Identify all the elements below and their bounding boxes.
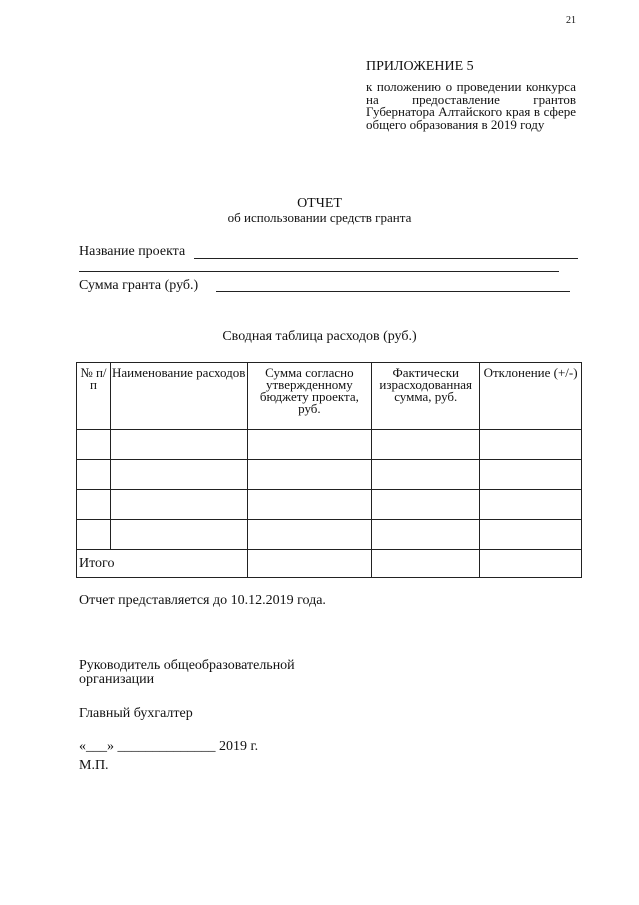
table-row	[77, 460, 582, 490]
date-line: «___» ______________ 2019 г.	[79, 739, 259, 754]
table-row	[77, 430, 582, 460]
table-cell	[480, 430, 582, 460]
appendix-title: ПРИЛОЖЕНИЕ 5	[366, 59, 474, 74]
head-signature-label: Руководитель общеобразовательной организации	[79, 658, 295, 687]
grant-sum-label: Сумма гранта (руб.)	[79, 278, 199, 293]
col-header-expense-name: Наименование расходов	[110, 363, 247, 430]
table-row	[77, 490, 582, 520]
expenses-table	[76, 362, 582, 578]
table-header-row	[77, 363, 582, 430]
table-cell	[372, 550, 480, 578]
table-cell	[77, 430, 111, 460]
table-cell	[480, 460, 582, 490]
project-name-row	[79, 244, 185, 260]
table-cell	[372, 430, 480, 460]
table-cell	[77, 490, 111, 520]
table-cell	[77, 520, 111, 550]
col-header-deviation: Отклонение (+/-)	[480, 363, 582, 430]
table-cell	[247, 550, 372, 578]
seal-label: М.П.	[79, 758, 109, 773]
table-cell	[480, 520, 582, 550]
project-name-line	[194, 258, 578, 259]
report-subtitle: об использовании средств гранта	[227, 210, 412, 225]
table-cell	[480, 550, 582, 578]
report-title: ОТЧЕТ	[297, 196, 342, 211]
table-cell	[372, 490, 480, 520]
project-name-line-2	[79, 271, 559, 272]
table-cell	[110, 490, 247, 520]
table-cell	[372, 460, 480, 490]
table-cell	[110, 520, 247, 550]
table-cell	[372, 520, 480, 550]
accountant-signature-label: Главный бухгалтер	[79, 706, 193, 721]
deadline-text: Отчет представляется до 10.12.2019 года.	[79, 593, 326, 608]
table-cell	[247, 490, 372, 520]
table-cell	[247, 430, 372, 460]
table-cell	[77, 460, 111, 490]
table-caption: Сводная таблица расходов (руб.)	[222, 329, 417, 344]
table-cell	[110, 460, 247, 490]
col-header-actual-sum: Фактически израсходованная сумма, руб.	[372, 363, 480, 430]
grant-sum-row	[79, 278, 198, 294]
col-header-budget-sum: Сумма согласно утвержденному бюджету проекта, руб.	[247, 363, 372, 430]
table-cell	[247, 460, 372, 490]
total-label: Итого	[77, 550, 248, 578]
page-number: 21	[566, 15, 576, 26]
col-header-number: № п/п	[77, 363, 111, 430]
table-row	[77, 520, 582, 550]
table-cell	[247, 520, 372, 550]
grant-sum-line	[216, 291, 570, 292]
table-total-row	[77, 550, 582, 578]
project-name-label: Название проекта	[79, 244, 186, 259]
table-cell	[110, 430, 247, 460]
table-cell	[480, 490, 582, 520]
appendix-text: к положению о проведении конкурса на предоставление грантов Губернатора Алтайского края в сфере общего образования в 2019 году	[366, 79, 576, 132]
